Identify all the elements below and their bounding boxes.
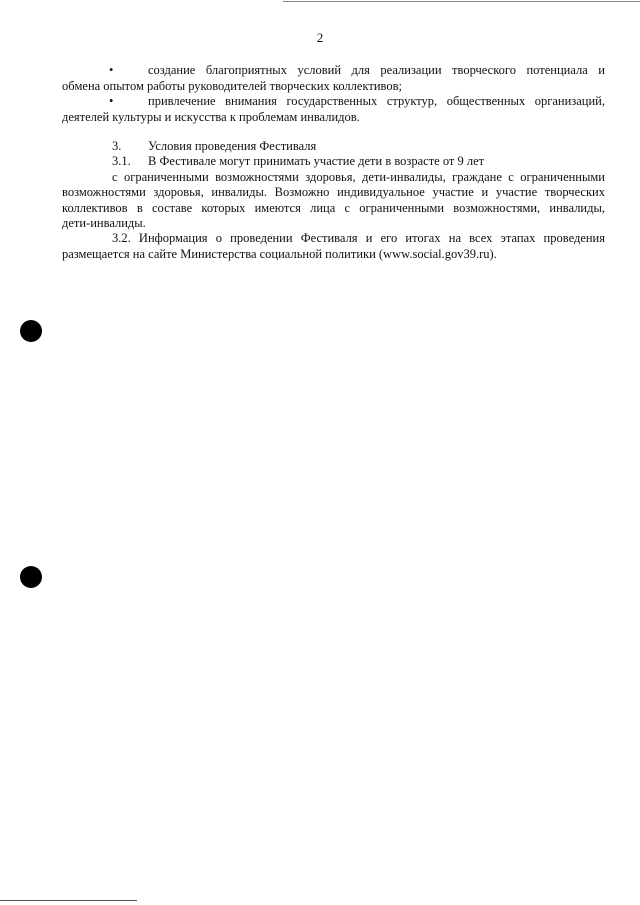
- clause-3-1-first-line: В Фестивале могут принимать участие дети в возрасте от 9 лет: [148, 154, 485, 168]
- clause-3-1-line-3: возможностями здоровья, инвалиды. Возможно индивидуальное участие и участие творческих: [62, 185, 605, 199]
- punch-hole-lower: [20, 566, 42, 588]
- section-3-title: Условия проведения Фестиваля: [148, 139, 317, 153]
- scan-edge-line-top: [283, 1, 640, 2]
- bullet-item-1-first-line: [62, 63, 605, 79]
- clause-3-1-line-5: дети-инвалиды.: [62, 216, 146, 230]
- clause-3-2-line-1: 3.2. Информация о проведении Фестиваля и его итогах на всех этапах проведения: [112, 231, 605, 245]
- bullet-item-2-text-line-1: привлечение внимания государственных структур, общественных организаций,: [148, 94, 605, 108]
- clause-3-1-line-2: с ограниченными возможностями здоровья, дети-инвалиды, граждане с ограниченными: [112, 169, 605, 184]
- clause-3-2: [62, 231, 605, 262]
- scan-edge-line-bottom: [0, 900, 137, 901]
- punch-hole-upper: [20, 320, 42, 342]
- bullet-item-2: [62, 94, 605, 125]
- clause-3-1: [62, 154, 605, 232]
- clause-3-2-line-2: размещается на сайте Министерства социальной политики (www.social.gov39.ru).: [62, 246, 497, 261]
- section-3-heading: [62, 139, 605, 155]
- bullet-item-1-text-line-1: создание благоприятных условий для реализации творческого потенциала и: [148, 63, 605, 77]
- clause-3-1-line-4: коллективов в составе которых имеются лица с ограниченными возможностями, инвалиды,: [62, 200, 605, 215]
- bullet-marker: •: [109, 63, 114, 77]
- bullet-item-2-first-line: [62, 94, 605, 110]
- section-3-number: 3.: [112, 139, 122, 153]
- bullet-item-2-text-line-2: деятелей культуры и искусства к проблемам инвалидов.: [62, 109, 360, 124]
- bullet-marker: •: [109, 94, 114, 108]
- bullet-item-1: [62, 63, 605, 94]
- clause-3-1-number: 3.1.: [112, 154, 131, 168]
- bullet-item-1-text-line-2: обмена опытом работы руководителей творческих коллективов;: [62, 78, 402, 93]
- page-number: 2: [316, 30, 324, 45]
